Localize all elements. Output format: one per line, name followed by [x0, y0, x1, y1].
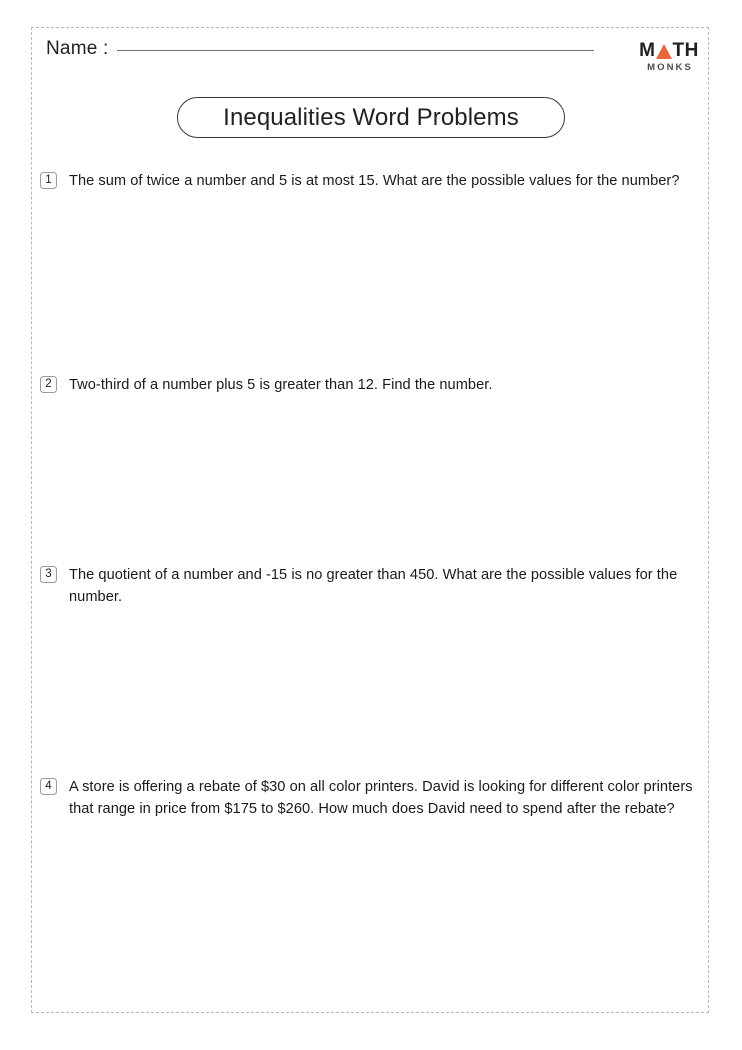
logo-letter-t: T — [672, 39, 685, 61]
question-number-badge: 4 — [40, 778, 57, 795]
question-number-badge: 1 — [40, 172, 57, 189]
question-text: The sum of twice a number and 5 is at most 15. What are the possible values for the number? — [69, 173, 680, 189]
logo-letter-m: M — [639, 39, 656, 61]
logo-subtitle: MONKS — [647, 62, 693, 73]
question-item — [40, 564, 705, 608]
name-label: Name : — [46, 38, 109, 59]
question-item — [40, 374, 705, 396]
page-title: Inequalities Word Problems — [223, 103, 519, 131]
questions-list — [40, 170, 705, 970]
name-field-row — [46, 38, 594, 60]
question-number-badge: 2 — [40, 376, 57, 393]
name-input-line[interactable] — [117, 50, 594, 51]
logo-letter-h: H — [684, 39, 699, 61]
answer-work-area[interactable] — [40, 820, 705, 970]
question-item — [40, 170, 705, 192]
math-monks-logo — [636, 40, 702, 73]
answer-work-area[interactable] — [40, 192, 705, 374]
triangle-a-icon — [656, 44, 672, 59]
answer-work-area[interactable] — [40, 396, 705, 564]
question-item — [40, 776, 705, 820]
worksheet-title-box — [177, 97, 565, 138]
question-number-badge: 3 — [40, 566, 57, 583]
question-text: A store is offering a rebate of $30 on all color printers. David is looking for different color printers that range in price from $175 to $260. How much does David need to spend after the rebate? — [69, 779, 693, 817]
question-text: The quotient of a number and -15 is no greater than 450. What are the possible values for the number. — [69, 567, 678, 605]
worksheet-header — [46, 38, 702, 84]
logo-wordmark — [636, 40, 702, 60]
answer-work-area[interactable] — [40, 608, 705, 776]
question-text: Two-third of a number plus 5 is greater than 12. Find the number. — [69, 377, 493, 393]
